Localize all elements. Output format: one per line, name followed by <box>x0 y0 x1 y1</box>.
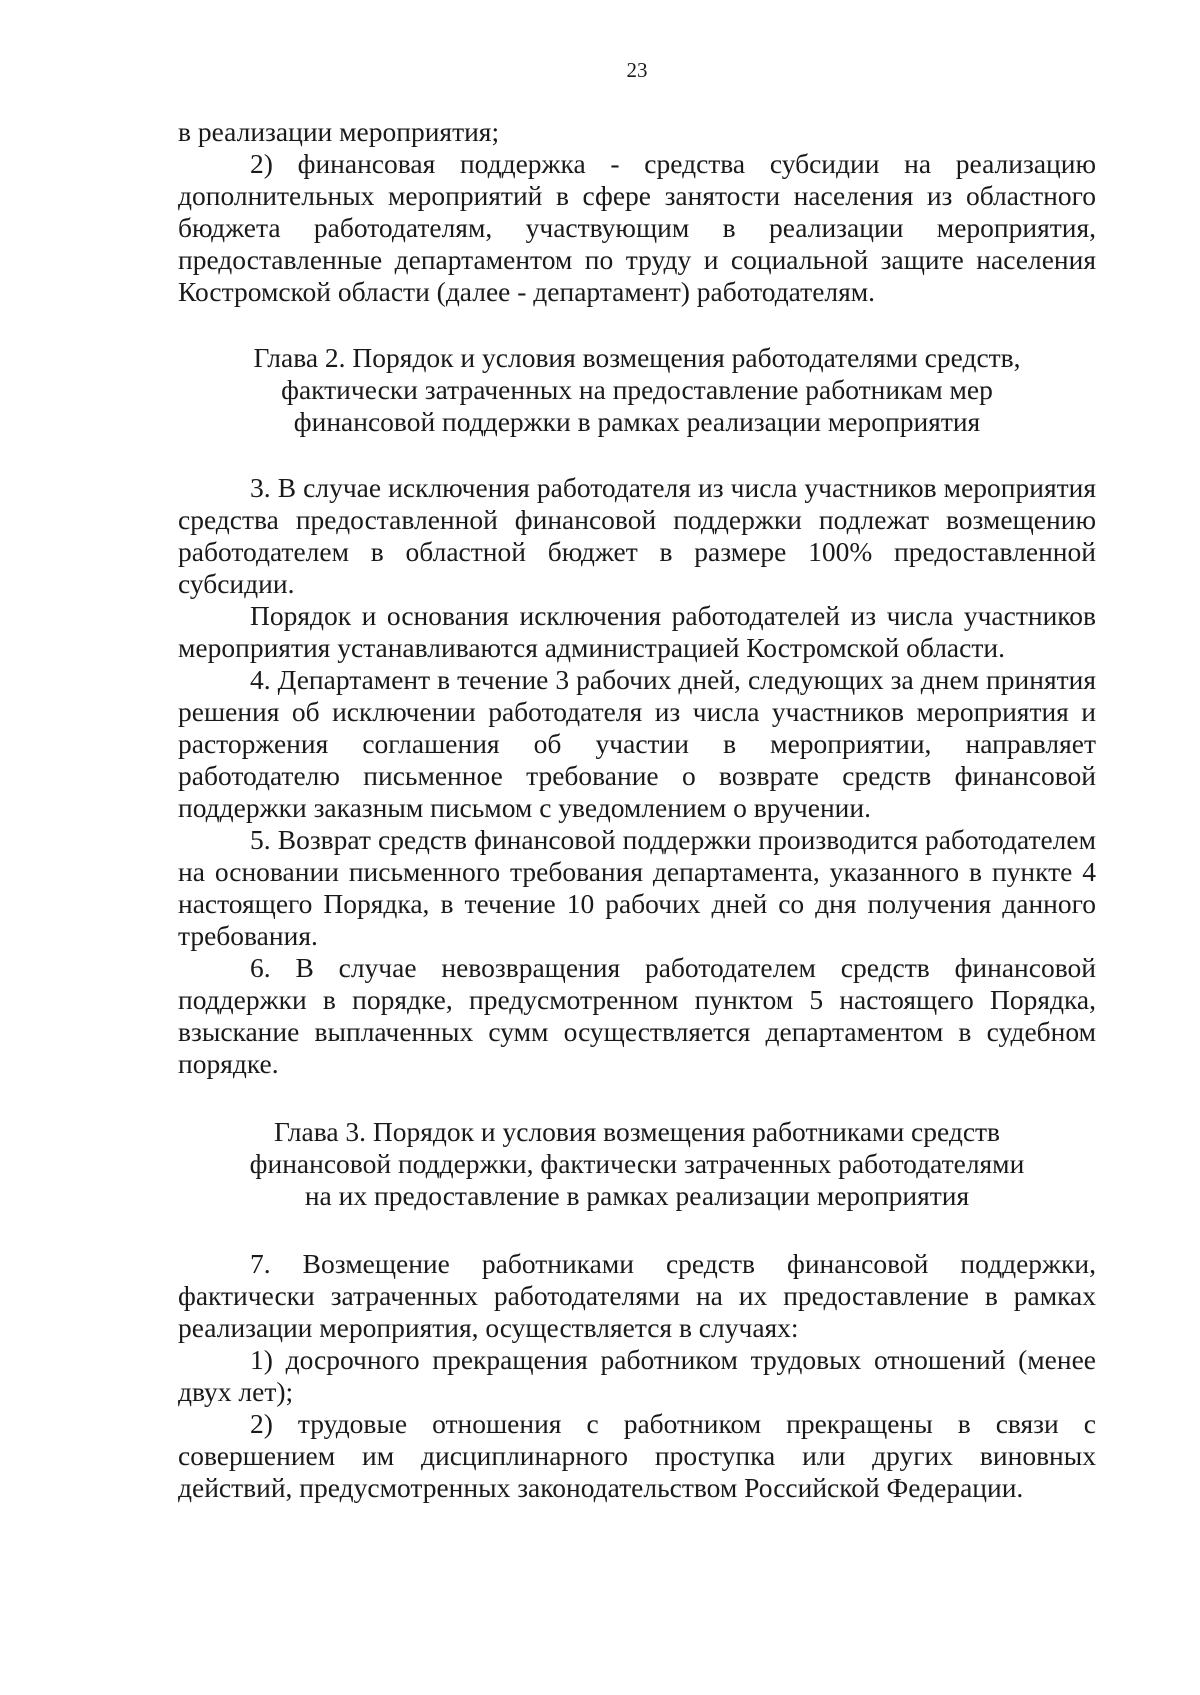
chapter-3-heading-line: Глава 3. Порядок и условия возмещения работниками средств <box>273 1116 1001 1147</box>
chapter-2-heading-line: фактически затраченных на предоставление работникам мер <box>281 374 993 405</box>
chapter-2-heading-line: Глава 2. Порядок и условия возмещения работодателями средств, <box>253 342 1021 373</box>
paragraph-item-6: 6. В случае невозвращения работодателем средств финансовой поддержки в порядке, предусмотренном пунктом 5 настоящего Порядка, взыскание выплаченных сумм осуществляется департаментом в судебном порядке. <box>178 952 1096 1079</box>
chapter-3-heading-line: финансовой поддержки, фактически затраченных работодателями <box>249 1148 1025 1179</box>
paragraph-financial-support-definition: 2) финансовая поддержка - средства субсидии на реализацию дополнительных мероприятий в сфере занятости населения из областного бюджета работодателям, участвующим в реализации мероприятия, предоставленные департаментом по труду и социальной защите населения Костромской области (далее - департамент) работодателям. <box>178 148 1096 307</box>
chapter-2-heading <box>178 342 1096 438</box>
paragraph-subitem-2: 2) трудовые отношения с работником прекращены в связи с совершением им дисциплинарного проступка или других виновных действий, предусмотренных законодательством Российской Федерации. <box>178 1408 1096 1503</box>
document-page <box>178 0 1096 1695</box>
paragraph-subitem-1: 1) досрочного прекращения работником трудовых отношений (менее двух лет); <box>178 1344 1096 1407</box>
chapter-3-heading <box>178 1116 1096 1212</box>
paragraph-item-7: 7. Возмещение работниками средств финансовой поддержки, фактически затраченных работодателями на их предоставление в рамках реализации мероприятия, осуществляется в случаях: <box>178 1248 1096 1343</box>
chapter-3-heading-line: на их предоставление в рамках реализации мероприятия <box>304 1180 970 1211</box>
chapter-2-heading-line: финансовой поддержки в рамках реализации мероприятия <box>293 406 981 437</box>
paragraph-continuation: в реализации мероприятия; <box>178 116 500 147</box>
paragraph-item-4: 4. Департамент в течение 3 рабочих дней, следующих за днем принятия решения об исключении работодателя из числа участников мероприятия и расторжения соглашения об участии в мероприятии, направляет работодателю письменное требование о возврате средств финансовой поддержки заказным письмом с уведомлением о вручении. <box>178 664 1096 823</box>
document-body <box>178 116 1096 1504</box>
paragraph-exclusion-procedure: Порядок и основания исключения работодателей из числа участников мероприятия устанавливаются администрацией Костромской области. <box>178 600 1096 663</box>
page-number: 23 <box>626 58 648 82</box>
paragraph-item-5: 5. Возврат средств финансовой поддержки производится работодателем на основании письменного требования департамента, указанного в пункте 4 настоящего Порядка, в течение 10 рабочих дней со дня получения данного требования. <box>178 824 1096 951</box>
paragraph-item-3: 3. В случае исключения работодателя из числа участников мероприятия средства предоставленной финансовой поддержки подлежат возмещению работодателем в областной бюджет в размере 100% предоставленной субсидии. <box>178 472 1096 599</box>
